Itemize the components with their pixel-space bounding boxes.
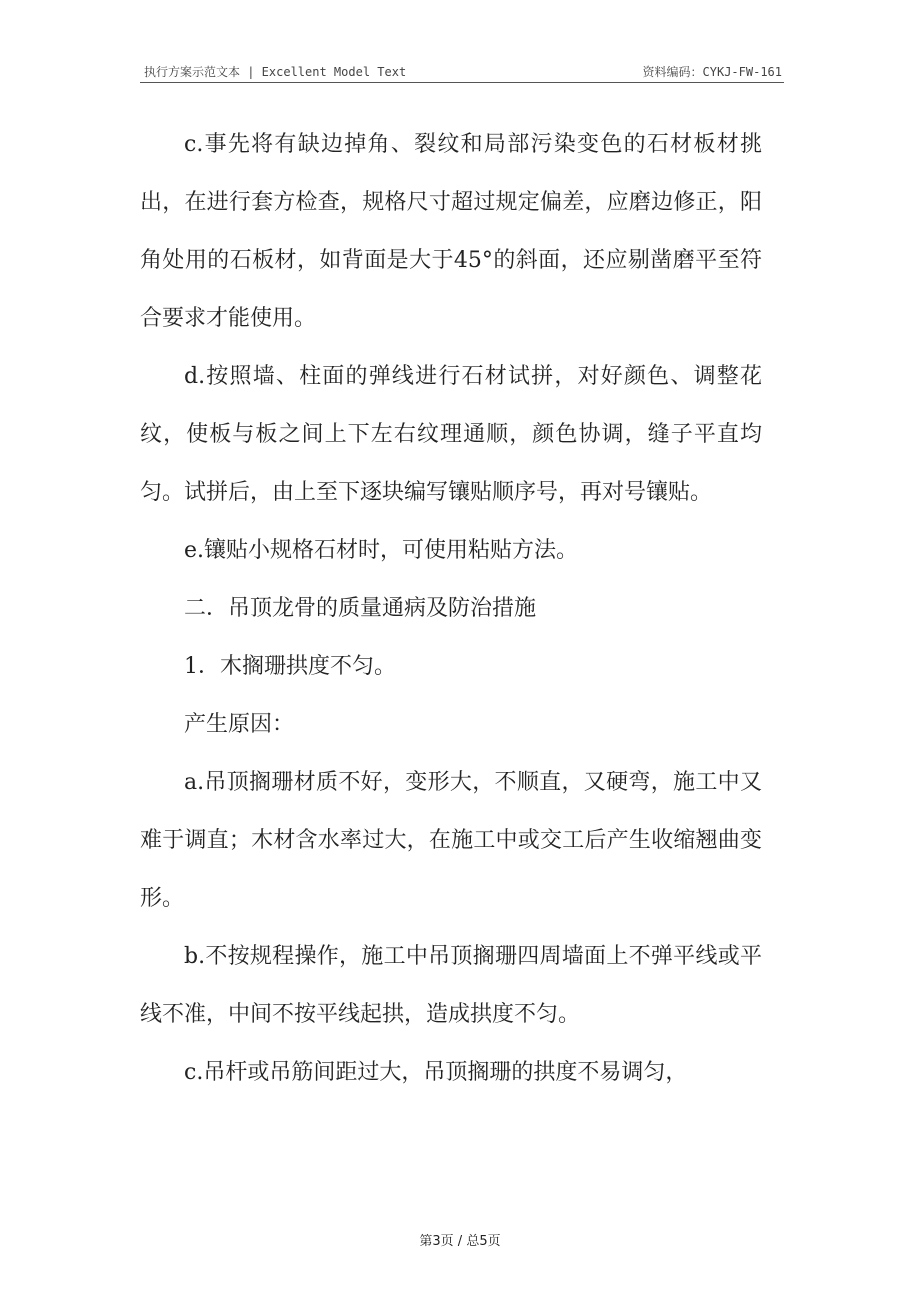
paragraph: c.吊杆或吊筋间距过大，吊顶搁珊的拱度不易调匀， [184,1060,688,1085]
paragraph: b.不按规程操作，施工中吊顶搁珊四周墙面上不弹平线或平线不准，中间不按平线起拱，造成拱度不匀。 [140,944,762,1027]
document-body [140,116,762,1102]
section-heading: 二．吊顶龙骨的质量通病及防治措施 [184,596,537,621]
document-code: 资料编码：CYKJ-FW-161 [642,65,782,79]
header-title: 执行方案示范文本 | Excellent Model Text [144,65,407,79]
paragraph: d.按照墙、柱面的弹线进行石材试拼，对好颜色、调整花纹，使板与板之间上下左右纹理通顺，颜色协调，缝子平直均匀。试拼后，由上至下逐块编写镶贴顺序号，再对号镶贴。 [140,364,762,505]
page-header [140,60,784,83]
paragraph: c.事先将有缺边掉角、裂纹和局部污染变色的石材板材挑出，在进行套方检查，规格尺寸超过规定偏差，应磨边修正，阳角处用的石板材，如背面是大于45°的斜面，还应剔凿磨平至符合要求才能使用。 [140,132,762,331]
paragraph: 产生原因： [184,712,295,737]
page-number: 第3页 / 总5页 [419,1234,501,1249]
page-footer [0,1230,920,1249]
paragraph: e.镶贴小规格石材时，可使用粘贴方法。 [184,538,579,563]
subsection-heading: 1．木搁珊拱度不匀。 [184,654,396,679]
paragraph: a.吊顶搁珊材质不好，变形大，不顺直，又硬弯，施工中又难于调直；木材含水率过大，在施工中或交工后产生收缩翘曲变形。 [140,770,762,911]
